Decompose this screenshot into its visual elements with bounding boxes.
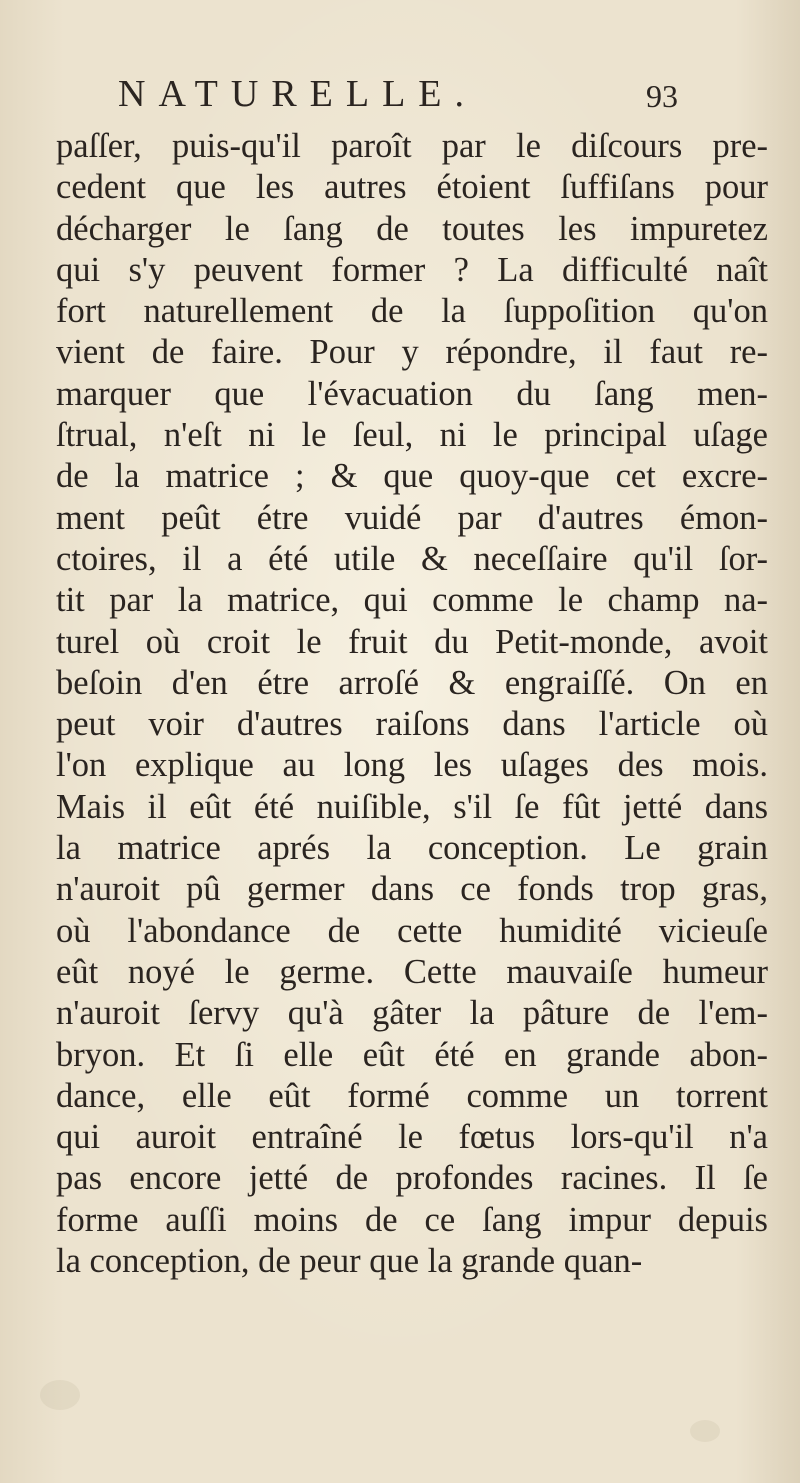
text-line: ſtrual, n'eſt ni le ſeul, ni le principal uſage: [56, 416, 768, 455]
text-line: turel où croit le fruit du Petit-monde, avoit: [56, 622, 768, 661]
text-line: pas encore jetté de profondes racines. Il ſe: [56, 1159, 768, 1198]
text-line: la conception, de peur que la grande quan-: [56, 1242, 643, 1281]
text-line: n'auroit ſervy qu'à gâter la pâture de l'em-: [56, 994, 768, 1033]
text-line: forme auſſi moins de ce ſang impur depuis: [56, 1200, 768, 1239]
text-line: eût noyé le germe. Cette mauvaiſe humeur: [56, 952, 768, 991]
page-header: [118, 72, 678, 120]
text-line: peut voir d'autres raiſons dans l'article où: [56, 705, 768, 744]
text-line: la matrice aprés la conception. Le grain: [56, 829, 768, 868]
text-line: qui s'y peuvent former ? La difficulté naît: [56, 250, 768, 289]
text-line: beſoin d'en étre arroſé & engraiſſé. On en: [56, 663, 768, 702]
text-line: l'on explique au long les uſages des mois.: [56, 746, 768, 785]
text-line: décharger le ſang de toutes les impuretez: [56, 209, 768, 248]
page-number: 93: [646, 78, 678, 114]
text-line: cedent que les autres étoient ſuffiſans pour: [56, 168, 768, 207]
text-line: où l'abondance de cette humidité vicieuſe: [56, 911, 768, 950]
text-line: fort naturellement de la ſuppoſition qu'on: [56, 292, 768, 331]
text-line: ctoires, il a été utile & neceſſaire qu'il ſor-: [56, 539, 768, 578]
text-line: bryon. Et ſi elle eût été en grande abon-: [56, 1035, 768, 1074]
text-line: Mais il eût été nuiſible, s'il ſe fût jetté dans: [56, 787, 768, 826]
text-line: ment peût étre vuidé par d'autres émon-: [56, 498, 768, 537]
text-line: marquer que l'évacuation du ſang men-: [56, 374, 768, 413]
running-head: NATURELLE.: [118, 73, 478, 115]
text-line: vient de faire. Pour y répondre, il faut re-: [56, 333, 768, 372]
text-line: tit par la matrice, qui comme le champ na-: [56, 581, 768, 620]
paper-stain: [690, 1420, 720, 1442]
text-line: de la matrice ; & que quoy-que cet excre-: [56, 457, 768, 496]
text-line: dance, elle eût formé comme un torrent: [56, 1076, 768, 1115]
text-line: paſſer, puis-qu'il paroît par le diſcours pre-: [56, 127, 768, 165]
text-line: n'auroit pû germer dans ce fonds trop gras,: [56, 870, 768, 909]
text-line: qui auroit entraîné le fœtus lors-qu'il n'a: [56, 1118, 768, 1157]
body-text: [56, 126, 768, 1282]
paper-stain: [40, 1380, 80, 1410]
